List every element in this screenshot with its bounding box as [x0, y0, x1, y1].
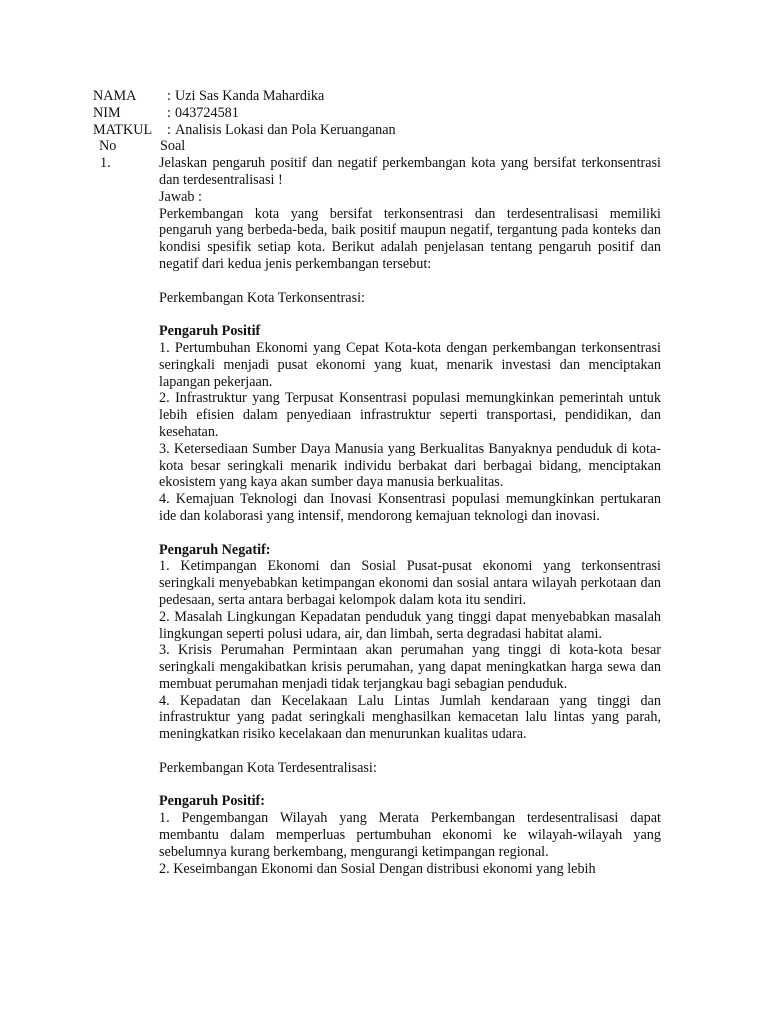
matkul-value: Analisis Lokasi dan Pola Keruanganan	[175, 121, 396, 138]
list-item: 4. Kepadatan dan Kecelakaan Lalu Lintas Jumlah kendaraan yang tinggi dan infrastruktur yang padat seringkali menghasilkan kemacetan lalu lintas yang parah, meningkatkan risiko kecelakaan dan menurunkan kualitas udara.	[159, 692, 661, 743]
list-item: 1. Pertumbuhan Ekonomi yang Cepat Kota-kota dengan perkembangan terkonsentrasi seringkali menjadi pusat ekonomi yang kuat, menarik investasi dan menciptakan lapangan pekerjaan.	[159, 339, 661, 390]
nama-value: Uzi Sas Kanda Mahardika	[175, 88, 325, 104]
answer-label: Jawab :	[159, 188, 202, 205]
list-item: 2. Masalah Lingkungan Kepadatan penduduk yang tinggi dapat menyebabkan masalah lingkungan seperti polusi udara, air, dan limbah, serta degradasi habitat alami.	[159, 608, 661, 642]
matkul-row	[93, 122, 661, 139]
section-title: Perkembangan Kota Terkonsentrasi:	[159, 289, 365, 306]
spacer	[159, 743, 661, 760]
soal-column-header: Soal	[160, 138, 186, 155]
list-item: 4. Kemajuan Teknologi dan Inovasi Konsentrasi populasi memungkinkan pertukaran ide dan kolaborasi yang intensif, mendorong kemajuan teknologi dan inovasi.	[159, 491, 661, 524]
header-block	[93, 88, 661, 877]
subsection-heading: Pengaruh Negatif:	[159, 541, 271, 558]
spacer	[159, 306, 661, 323]
nim-value: 043724581	[175, 104, 239, 121]
separator: :	[167, 104, 171, 121]
section-title: Perkembangan Kota Terdesentralisasi:	[159, 759, 377, 776]
nim-row	[93, 105, 661, 122]
matkul-label: MATKUL	[93, 121, 153, 138]
list-item: 2. Keseimbangan Ekonomi dan Sosial Dengan distribusi ekonomi yang lebih	[159, 860, 596, 877]
question-body	[159, 155, 661, 877]
list-item: 1. Pengembangan Wilayah yang Merata Perkembangan terdesentralisasi dapat membantu dalam memperluas pertumbuhan ekonomi ke wilayah-wilayah yang sebelumnya kurang berkembang, mengurangi ketimpangan regional.	[159, 810, 661, 860]
separator: :	[167, 121, 171, 138]
spacer	[159, 525, 661, 542]
question-number: 1.	[100, 155, 111, 172]
list-item: 1. Ketimpangan Ekonomi dan Sosial Pusat-pusat ekonomi yang terkonsentrasi seringkali menyebabkan ketimpangan ekonomi dan sosial antara wilayah perkotaan dan pedesaan, serta antara berbagai kelompok dalam kota itu sendiri.	[159, 558, 661, 608]
nama-row	[93, 88, 661, 105]
table-header	[99, 138, 661, 155]
no-column-header: No	[99, 138, 117, 155]
separator: :	[167, 88, 171, 104]
list-item: 3. Krisis Perumahan Permintaan akan perumahan yang tinggi di kota-kota besar seringkali mengakibatkan krisis perumahan, yang dapat meningkatkan harga sewa dan membuat perumahan menjadi tidak terjangkau bagi sebagian penduduk.	[159, 642, 661, 692]
question-text: Jelaskan pengaruh positif dan negatif perkembangan kota yang bersifat terkonsentrasi dan terdesentralisasi !	[159, 155, 661, 188]
subsection-heading: Pengaruh Positif:	[159, 793, 266, 810]
nim-label: NIM	[93, 104, 121, 121]
list-item: 2. Infrastruktur yang Terpusat Konsentrasi populasi memungkinkan pemerintah untuk lebih efisien dalam penyediaan infrastruktur seperti transportasi, pendidikan, dan kesehatan.	[159, 390, 661, 440]
list-item: 3. Ketersediaan Sumber Daya Manusia yang Berkualitas Banyaknya penduduk di kota-kota besar seringkali menarik individu berbakat dari berbagai bidang, menciptakan ekosistem yang kaya akan sumber daya manusia berkualitas.	[159, 440, 661, 491]
nama-label: NAMA	[93, 88, 137, 104]
spacer	[159, 273, 661, 290]
question-row	[93, 155, 661, 877]
spacer	[159, 777, 661, 794]
subsection-heading: Pengaruh Positif	[159, 323, 261, 340]
answer-intro: Perkembangan kota yang bersifat terkonsentrasi dan terdesentralisasi memiliki pengaruh yang berbeda-beda, baik positif maupun negatif, tergantung pada konteks dan kondisi spesifik setiap kota. Berikut adalah penjelasan tentang pengaruh positif dan negatif dari kedua jenis perkembangan tersebut:	[159, 205, 661, 272]
